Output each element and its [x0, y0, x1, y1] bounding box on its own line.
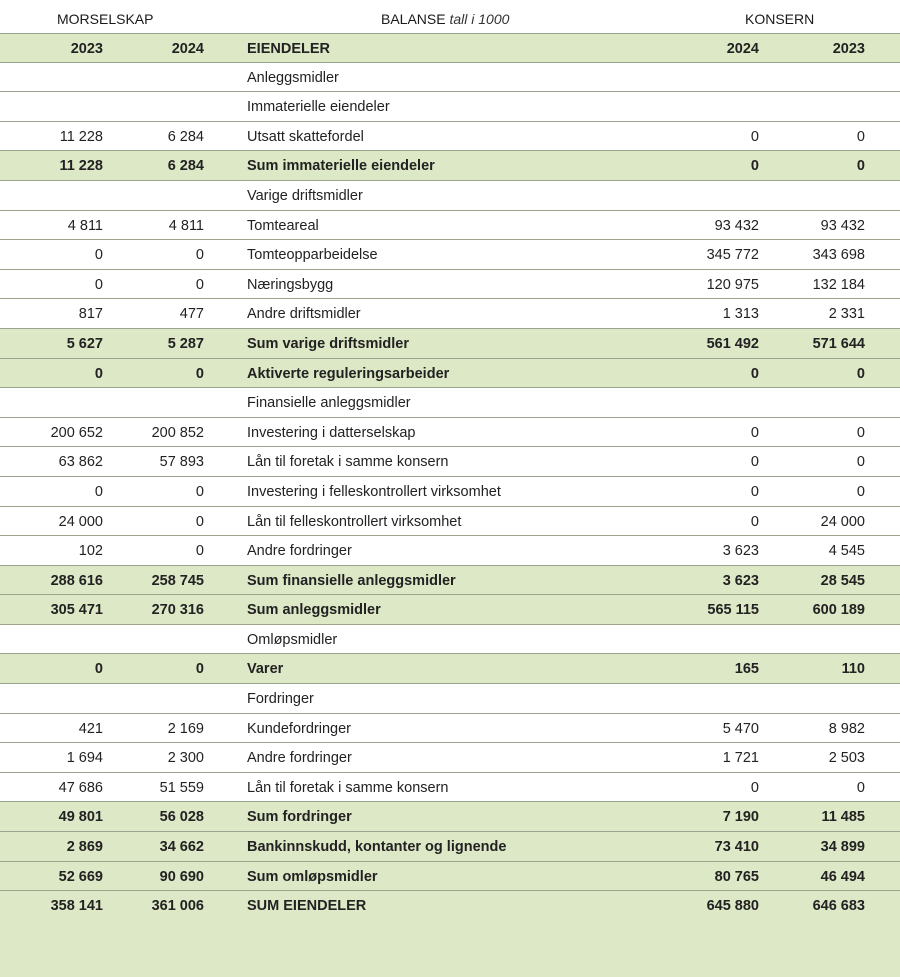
group-2024-cell: 0	[750, 424, 759, 441]
group-2023-cell: 2023	[832, 41, 865, 57]
row-label: Kundefordringer	[247, 720, 351, 737]
parent-2024-cell: 200 852	[151, 424, 204, 441]
parent-2024-cell: 34 662	[159, 839, 204, 856]
group-2023-cell: 28 545	[820, 572, 865, 589]
group-2024-cell: 120 975	[706, 276, 759, 293]
sum-row	[0, 329, 900, 359]
row-label: Anleggsmidler	[247, 69, 339, 86]
table-row	[0, 211, 900, 241]
group-2023-cell: 0	[856, 158, 865, 175]
group-2023-cell: 0	[856, 454, 865, 471]
row-label: Sum immaterielle eiendeler	[247, 158, 435, 175]
parent-2023-cell: 11 228	[59, 158, 103, 175]
table-row	[0, 714, 900, 744]
parent-2023-cell: 52 669	[58, 868, 103, 885]
table-row	[0, 447, 900, 477]
parent-2024-cell: 477	[179, 306, 204, 323]
parent-2024-cell: 2 169	[167, 720, 204, 737]
parent-2024-cell: 90 690	[159, 868, 204, 885]
parent-2023-cell: 63 862	[58, 454, 103, 471]
group-2023-cell: 24 000	[820, 513, 865, 530]
group-2024-cell: 0	[750, 454, 759, 471]
table-row	[0, 477, 900, 507]
section-heading-row	[0, 181, 900, 211]
row-label: Sum varige driftsmidler	[247, 335, 409, 352]
row-label: Varige driftsmidler	[247, 187, 363, 204]
balance-heading	[381, 11, 509, 27]
parent-2024-cell: 2 300	[167, 750, 204, 767]
parent-2024-cell: 0	[195, 276, 204, 293]
row-label: Næringsbygg	[247, 276, 334, 293]
parent-2024-cell: 0	[195, 365, 204, 382]
table-row	[0, 299, 900, 329]
sum-row	[0, 802, 900, 832]
parent-2023-cell: 0	[94, 661, 103, 678]
parent-2023-cell: 288 616	[50, 572, 103, 589]
parent-2024-cell: 0	[195, 483, 204, 500]
parent-2023-cell: 358 141	[50, 898, 103, 915]
row-label: Sum anleggsmidler	[247, 602, 381, 619]
group-2024-cell: 1 721	[722, 750, 759, 767]
parent-2024-cell: 258 745	[151, 572, 204, 589]
group-2024-cell: 80 765	[714, 868, 759, 885]
parent-2023-cell: 11 228	[59, 128, 103, 145]
parent-2023-cell: 5 627	[66, 335, 103, 352]
group-2024-cell: 0	[750, 779, 759, 796]
group-2023-cell: 646 683	[812, 898, 865, 915]
group-2023-cell: 571 644	[812, 335, 865, 352]
row-label: Immaterielle eiendeler	[247, 99, 390, 116]
parent-2024-cell: 361 006	[151, 898, 204, 915]
row-label: Investering i felleskontrollert virksomhet	[247, 483, 501, 500]
row-label: Sum finansielle anleggsmidler	[247, 572, 456, 589]
group-2023-cell: 132 184	[812, 276, 865, 293]
row-label: Fordringer	[247, 691, 314, 708]
group-2023-cell: 93 432	[820, 217, 865, 234]
parent-2023-cell: 200 652	[50, 424, 103, 441]
group-2023-cell: 0	[856, 128, 865, 145]
group-2023-cell: 110	[841, 661, 865, 678]
group-2023-cell: 34 899	[820, 839, 865, 856]
section-heading-row	[0, 92, 900, 122]
parent-2024-cell: 270 316	[151, 602, 204, 619]
sum-row	[0, 595, 900, 625]
row-label: Sum fordringer	[247, 809, 352, 826]
group-2024-cell: 0	[750, 128, 759, 145]
parent-2024-cell: 4 811	[168, 217, 204, 234]
row-label: Andre driftsmidler	[247, 306, 361, 323]
group-2024-cell: 2024	[726, 41, 759, 57]
group-2024-cell: 0	[750, 158, 759, 175]
group-2024-cell: 561 492	[706, 335, 759, 352]
row-label: EIENDELER	[247, 41, 330, 57]
group-2023-cell: 46 494	[820, 868, 865, 885]
group-2024-cell: 3 623	[722, 543, 759, 560]
parent-2024-cell: 6 284	[167, 158, 204, 175]
group-heading: KONSERN	[745, 11, 815, 27]
group-2024-cell: 73 410	[714, 839, 759, 856]
row-label: Lån til foretak i samme konsern	[247, 779, 449, 796]
sum-row	[0, 33, 900, 63]
row-label: Andre fordringer	[247, 750, 352, 767]
sum-row	[0, 832, 900, 862]
table-row	[0, 240, 900, 270]
group-2024-cell: 0	[750, 365, 759, 382]
parent-2023-cell: 817	[78, 306, 103, 323]
parent-2024-cell: 0	[195, 661, 204, 678]
section-heading-row	[0, 684, 900, 714]
group-2024-cell: 3 623	[722, 572, 759, 589]
balance-heading-unit: tall i 1000	[449, 11, 510, 27]
group-2023-cell: 0	[856, 365, 865, 382]
group-2024-cell: 165	[734, 661, 759, 678]
parent-2024-cell: 0	[195, 543, 204, 560]
table-top-header	[0, 0, 900, 33]
parent-2023-cell: 0	[94, 276, 103, 293]
parent-2024-cell: 6 284	[167, 128, 204, 145]
table-row	[0, 270, 900, 300]
table-row	[0, 418, 900, 448]
parent-2023-cell: 4 811	[67, 217, 103, 234]
row-label: Tomteareal	[247, 217, 319, 234]
section-heading-row	[0, 625, 900, 655]
parent-2024-cell: 5 287	[167, 335, 204, 352]
group-2023-cell: 0	[856, 779, 865, 796]
group-2024-cell: 7 190	[722, 809, 759, 826]
sum-row	[0, 654, 900, 684]
section-heading-row	[0, 63, 900, 93]
parent-2024-cell: 57 893	[159, 454, 204, 471]
balance-heading-main: BALANSE	[381, 11, 450, 27]
sum-row	[0, 151, 900, 181]
row-label: Sum omløpsmidler	[247, 868, 378, 885]
row-label: Utsatt skattefordel	[247, 128, 364, 145]
row-label: Andre fordringer	[247, 543, 352, 560]
row-label: SUM EIENDELER	[247, 898, 367, 915]
group-2024-cell: 1 313	[722, 306, 759, 323]
parent-2024-cell: 56 028	[159, 809, 204, 826]
parent-2023-cell: 49 801	[58, 809, 103, 826]
group-2023-cell: 2 331	[828, 306, 865, 323]
table-footer-band	[0, 919, 900, 977]
parent-2023-cell: 0	[94, 483, 103, 500]
row-label: Varer	[247, 661, 284, 678]
parent-2024-cell: 0	[195, 247, 204, 264]
row-label: Aktiverte reguleringsarbeider	[247, 365, 450, 382]
parent-2023-cell: 1 694	[66, 750, 103, 767]
table-row	[0, 122, 900, 152]
sum-row	[0, 566, 900, 596]
table-row	[0, 536, 900, 566]
sum-row	[0, 359, 900, 389]
group-2023-cell: 600 189	[812, 602, 865, 619]
row-label: Investering i datterselskap	[247, 424, 416, 441]
row-label: Lån til foretak i samme konsern	[247, 454, 449, 471]
table-row	[0, 507, 900, 537]
group-2023-cell: 2 503	[828, 750, 865, 767]
group-2023-cell: 343 698	[812, 247, 865, 264]
parent-2023-cell: 0	[94, 247, 103, 264]
parent-2023-cell: 47 686	[58, 779, 103, 796]
parent-2023-cell: 2023	[70, 41, 103, 57]
row-label: Bankinnskudd, kontanter og lignende	[247, 839, 507, 856]
row-label: Lån til felleskontrollert virksomhet	[247, 513, 462, 530]
row-label: Finansielle anleggsmidler	[247, 395, 411, 412]
group-2024-cell: 345 772	[706, 247, 759, 264]
table-row	[0, 773, 900, 803]
group-2024-cell: 0	[750, 483, 759, 500]
section-heading-row	[0, 388, 900, 418]
sum-row	[0, 891, 900, 921]
row-label: Tomteopparbeidelse	[247, 247, 378, 264]
group-2023-cell: 0	[856, 483, 865, 500]
parent-2023-cell: 421	[78, 720, 103, 737]
parent-2023-cell: 24 000	[58, 513, 103, 530]
parent-company-heading: MORSELSKAP	[57, 11, 154, 27]
balance-table	[0, 33, 900, 921]
parent-2024-cell: 51 559	[159, 779, 204, 796]
table-row	[0, 743, 900, 773]
group-2023-cell: 0	[856, 424, 865, 441]
parent-2023-cell: 102	[78, 543, 103, 560]
group-2023-cell: 4 545	[828, 543, 865, 560]
group-2023-cell: 11 485	[821, 809, 865, 826]
group-2024-cell: 5 470	[722, 720, 759, 737]
parent-2024-cell: 0	[195, 513, 204, 530]
parent-2024-cell: 2024	[171, 41, 204, 57]
parent-2023-cell: 2 869	[66, 839, 103, 856]
group-2024-cell: 645 880	[706, 898, 759, 915]
sum-row	[0, 862, 900, 892]
parent-2023-cell: 305 471	[50, 602, 103, 619]
parent-2023-cell: 0	[94, 365, 103, 382]
group-2024-cell: 93 432	[714, 217, 759, 234]
row-label: Omløpsmidler	[247, 631, 338, 648]
group-2023-cell: 8 982	[828, 720, 865, 737]
group-2024-cell: 565 115	[707, 602, 759, 619]
group-2024-cell: 0	[750, 513, 759, 530]
